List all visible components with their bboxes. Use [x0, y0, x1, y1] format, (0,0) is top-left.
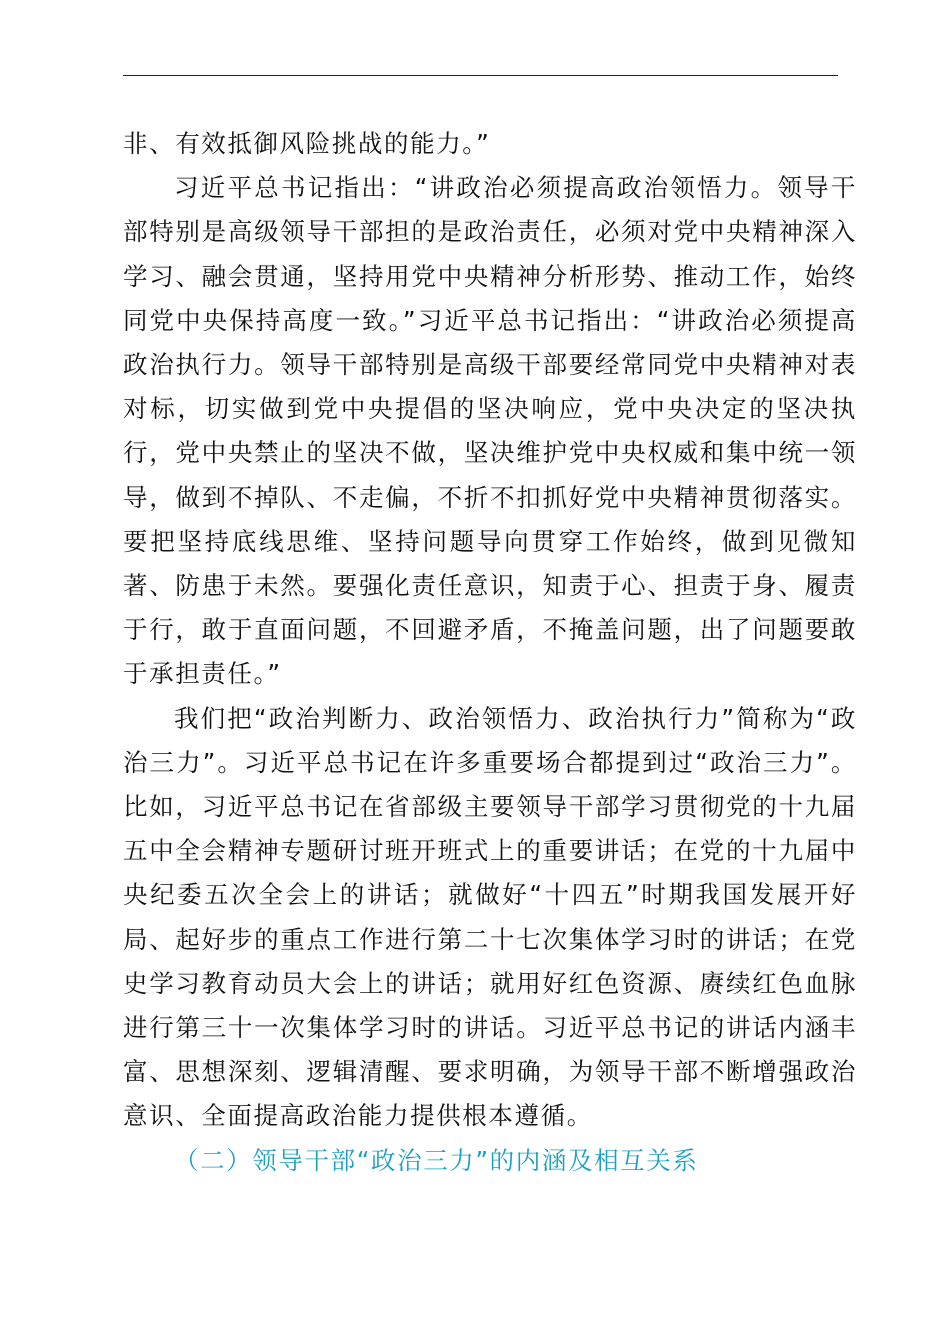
paragraph-quotes: 习近平总书记指出：“讲政治必须提高政治领悟力。领导干部特别是高级领导干部担的是政治责任，必须对党中央精神深入学习、融会贯通，坚持用党中央精神分析形势、推动工作，始终同党中央保持高度一致。”习近平总书记指出：“讲政治必须提高政治执行力。领导干部特别是高级干部要经常同党中央精神对表对标，切实做到党中央提倡的坚决响应，党中央决定的坚决执行，党中央禁止的坚决不做，坚决维护党中央权威和集中统一领导，做到不掉队、不走偏，不折不扣抓好党中央精神贯彻落实。要把坚持底线思维、坚持问题导向贯穿工作始终，做到见微知著、防患于未然。要强化责任意识，知责于心、担责于身、履责于行，敢于直面问题，不回避矛盾，不掩盖问题，出了问题要敢于承担责任。” — [123, 173, 857, 689]
paragraph-political-three-abilities: 我们把“政治判断力、政治领悟力、政治执行力”简称为“政治三力”。习近平总书记在许多重要场合都提到过“政治三力”。比如，习近平总书记在省部级主要领导干部学习贯彻党的十九届五中全会精神专题研讨班开班式上的重要讲话；在党的十九届中央纪委五次全会上的讲话；就做好“十四五”时期我国发展开好局、起好步的重点工作进行第二十七次集体学习时的讲话；在党史学习教育动员大会上的讲话；就用好红色资源、赓续红色血脉进行第三十一次集体学习时的讲话。习近平总书记的讲话内涵丰富、思想深刻、逻辑清醒、要求明确，为领导干部不断增强政治意识、全面提高政治能力提供根本遵循。 — [123, 703, 857, 1131]
document-body — [123, 122, 857, 1183]
header-rule — [123, 75, 838, 76]
paragraph-continuation: 非、有效抵御风险挑战的能力。” — [123, 129, 491, 158]
section-heading: （二）领导干部“政治三力”的内涵及相互关系 — [174, 1145, 699, 1175]
